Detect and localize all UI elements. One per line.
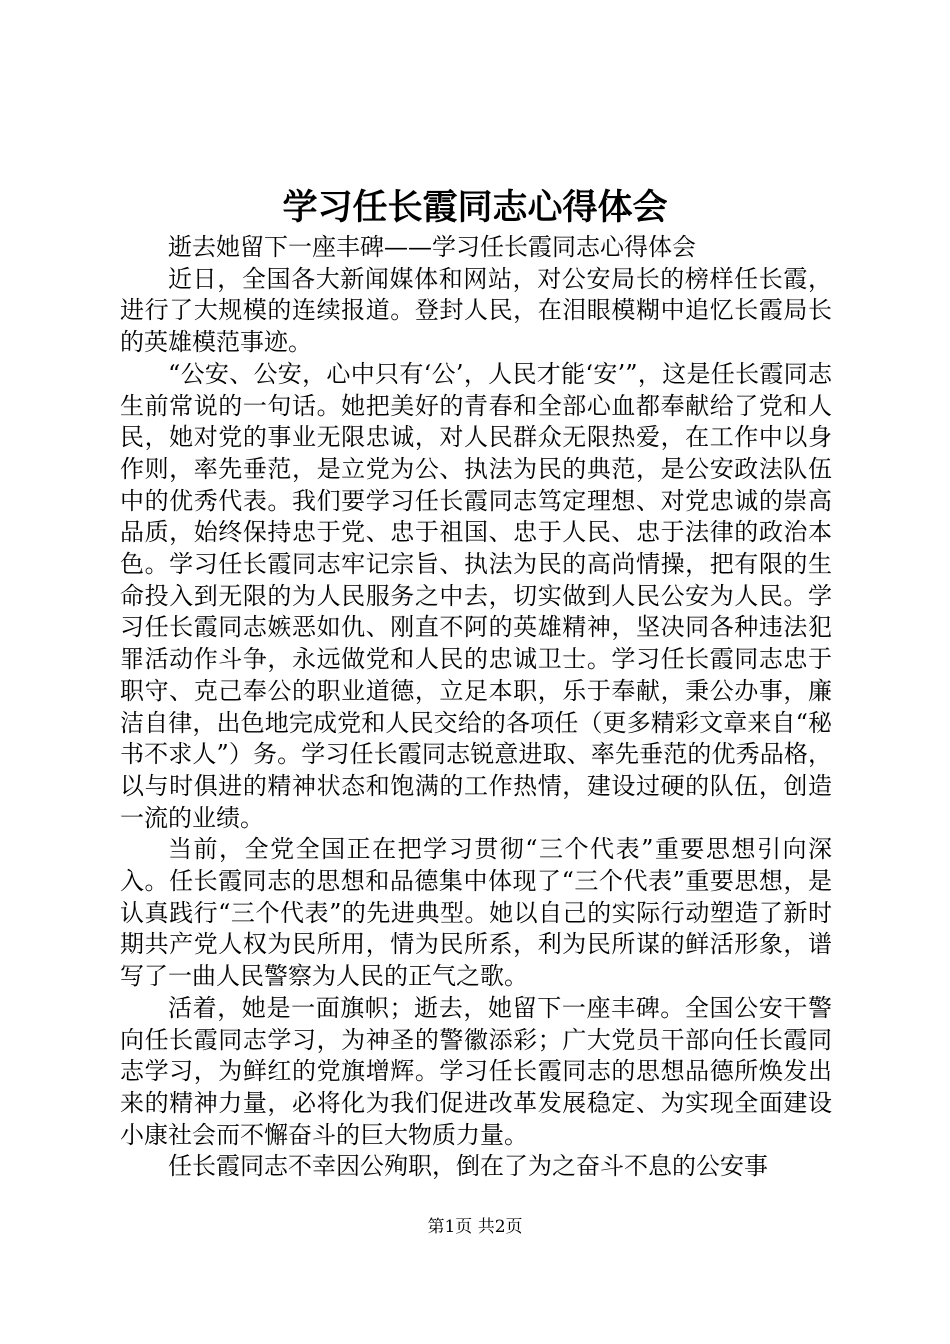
subtitle-paragraph: 逝去她留下一座丰碑——学习任长霞同志心得体会 <box>168 233 696 261</box>
document-title: 学习任长霞同志心得体会 <box>282 187 668 228</box>
body-paragraph: 当前，全党全国正在把学习贯彻“三个代表”重要思想引向深入。任长霞同志的思想和品德集中体现了“三个代表”重要思想，是认真践行“三个代表”的先进典型。她以自己的实际行动塑造了新时期共产党人权为民所用，情为民所系，利为民所谋的鲜活形象，谱写了一曲人民警察为人民的正气之歌。 <box>120 835 832 991</box>
body-paragraph: 任长霞同志不幸因公殉职，倒在了为之奋斗不息的公安事 <box>168 1152 768 1181</box>
body-paragraph: 近日，全国各大新闻媒体和网站，对公安局长的榜样任长霞，进行了大规模的连续报道。登封人民，在泪眼模糊中追忆长霞局长的英雄模范事迹。 <box>120 264 832 357</box>
page-number-footer: 第1页 共2页 <box>427 1217 523 1237</box>
body-paragraph: “公安、公安，心中只有‘公’，人民才能‘安’”，这是任长霞同志生前常说的一句话。她把美好的青春和全部心血都奉献给了党和人民，她对党的事业无限忠诚，对人民群众无限热爱，在工作中以身作则，率先垂范，是立党为公、执法为民的典范，是公安政法队伍中的优秀代表。我们要学习任长霞同志笃定理想、对党忠诚的崇高品质，始终保持忠于党、忠于祖国、忠于人民、忠于法律的政治本色。学习任长霞同志牢记宗旨、执法为民的高尚情操，把有限的生命投入到无限的为人民服务之中去，切实做到人民公安为人民。学习任长霞同志嫉恶如仇、刚直不阿的英雄精神，坚决同各种违法犯罪活动作斗争，永远做党和人民的忠诚卫士。学习任长霞同志忠于职守、克己奉公的职业道德，立足本职，乐于奉献，秉公办事，廉洁自律，出色地完成党和人民交给的各项任（更多精彩文章来自“秘书不求人”）务。学习任长霞同志锐意进取、率先垂范的优秀品格，以与时俱进的精神状态和饱满的工作热情，建设过硬的队伍，创造一流的业绩。 <box>120 359 832 832</box>
body-paragraph: 活着，她是一面旗帜；逝去，她留下一座丰碑。全国公安干警向任长霞同志学习，为神圣的警徽添彩；广大党员干部向任长霞同志学习，为鲜红的党旗增辉。学习任长霞同志的思想品德所焕发出来的精神力量，必将化为我们促进改革发展稳定、为实现全面建设小康社会而不懈奋斗的巨大物质力量。 <box>120 993 832 1149</box>
document-body <box>120 232 832 1183</box>
